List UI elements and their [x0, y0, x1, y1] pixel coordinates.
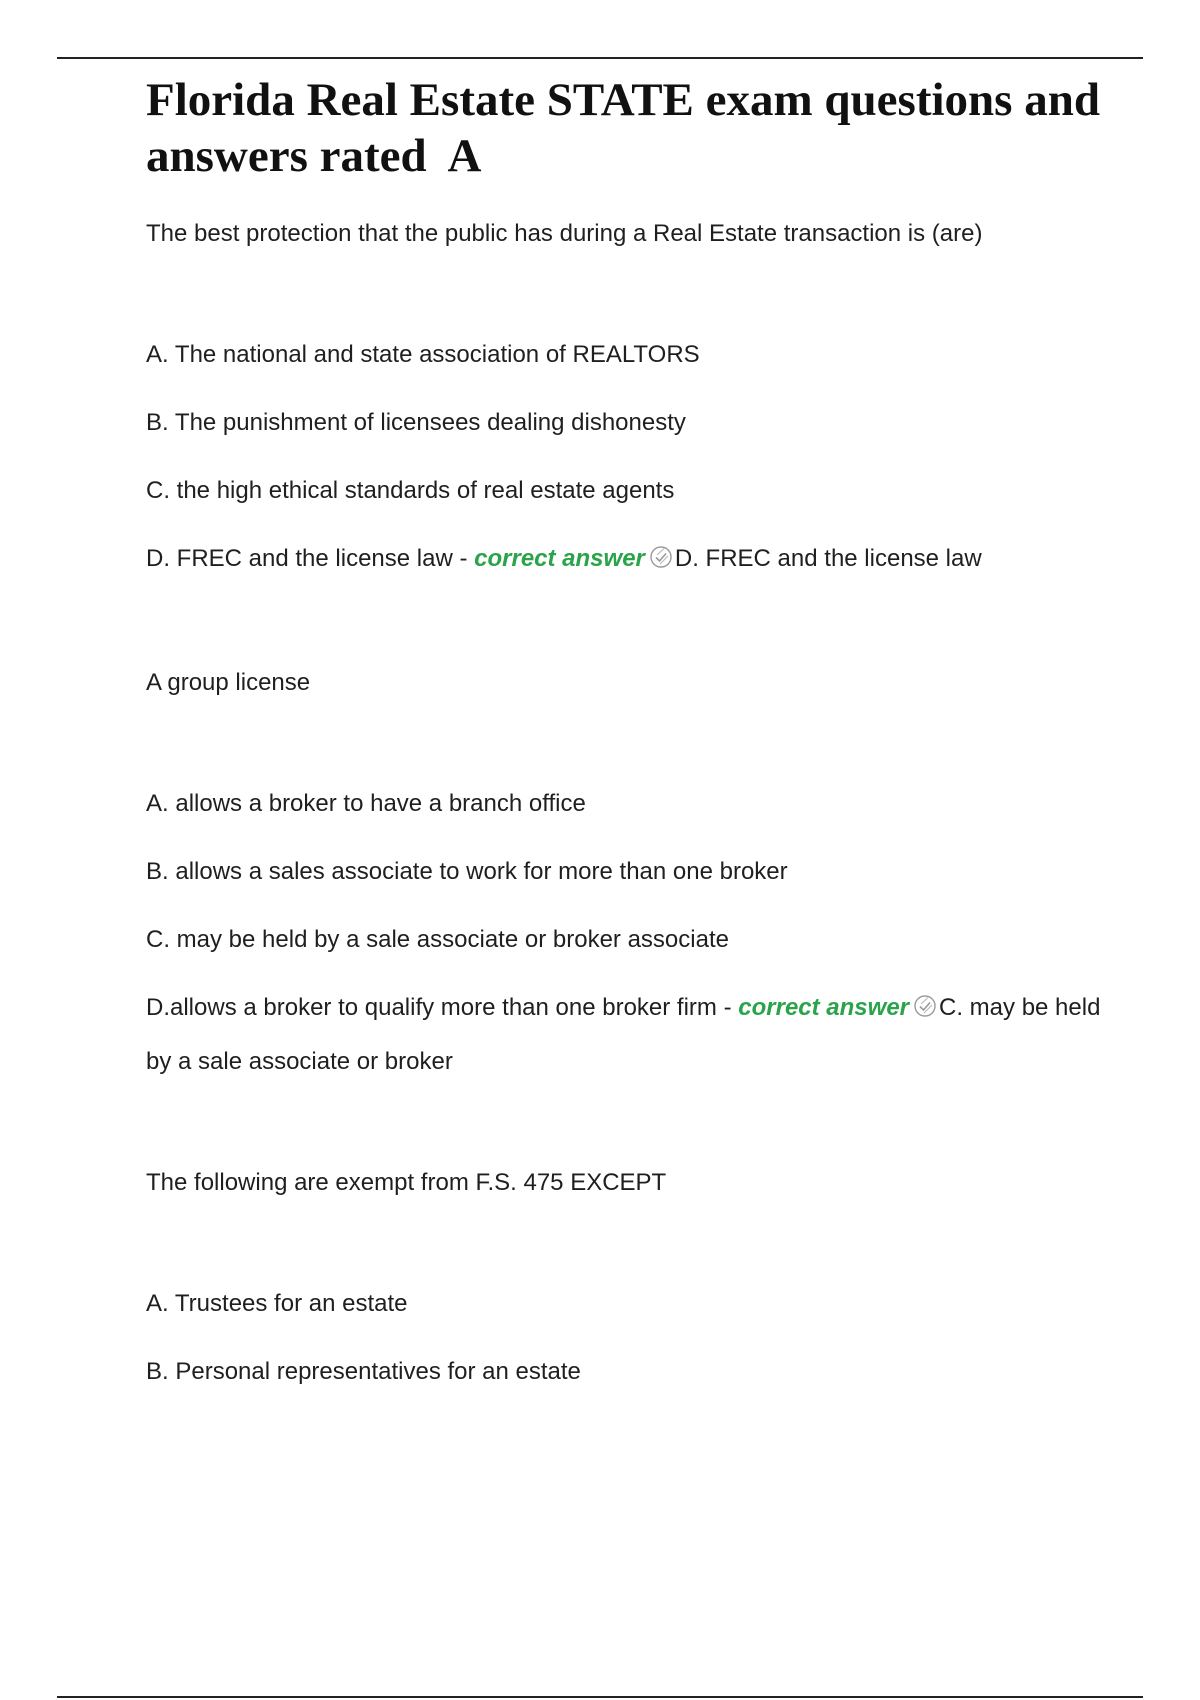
- answer-option-with-key: [146, 982, 1106, 1087]
- answer-option: B. Personal representatives for an estate: [146, 1358, 581, 1385]
- correct-answer-text: D. FREC and the license law: [674, 545, 982, 572]
- check-circle-icon: [649, 536, 673, 587]
- answer-option-text: D. FREC and the license law: [146, 545, 453, 572]
- answer-option-with-key: [146, 533, 1106, 587]
- answer-option: C. the high ethical standards of real estate agents: [146, 477, 675, 504]
- answer-option: A. allows a broker to have a branch office: [146, 790, 586, 817]
- answer-option-text: D.allows a broker to qualify more than one broker firm: [146, 994, 717, 1021]
- correct-answer-label: correct answer: [474, 545, 645, 572]
- top-rule: [57, 57, 1143, 59]
- correct-answer-text: C. may be held by a sale associate or broker: [146, 994, 1108, 1075]
- question-prompt: The following are exempt from F.S. 475 EXCEPT: [146, 1169, 667, 1196]
- answer-option: B. allows a sales associate to work for more than one broker: [146, 858, 788, 885]
- answer-option: C. may be held by a sale associate or broker associate: [146, 926, 729, 953]
- question-prompt: The best protection that the public has during a Real Estate transaction is (are): [146, 220, 983, 247]
- document-title: Florida Real Estate STATE exam questions and answers rated A: [146, 74, 1112, 182]
- answer-option: A. The national and state association of REALTORS: [146, 341, 700, 368]
- answer-option: B. The punishment of licensees dealing dishonesty: [146, 409, 686, 436]
- separator: -: [452, 545, 475, 572]
- correct-answer-label: correct answer: [738, 994, 910, 1021]
- document-body: [146, 72, 1112, 1397]
- question-prompt: A group license: [146, 669, 311, 696]
- check-circle-icon: [913, 985, 937, 1036]
- bottom-rule: [57, 1696, 1143, 1698]
- separator: -: [716, 994, 739, 1021]
- answer-option: A. Trustees for an estate: [146, 1290, 408, 1317]
